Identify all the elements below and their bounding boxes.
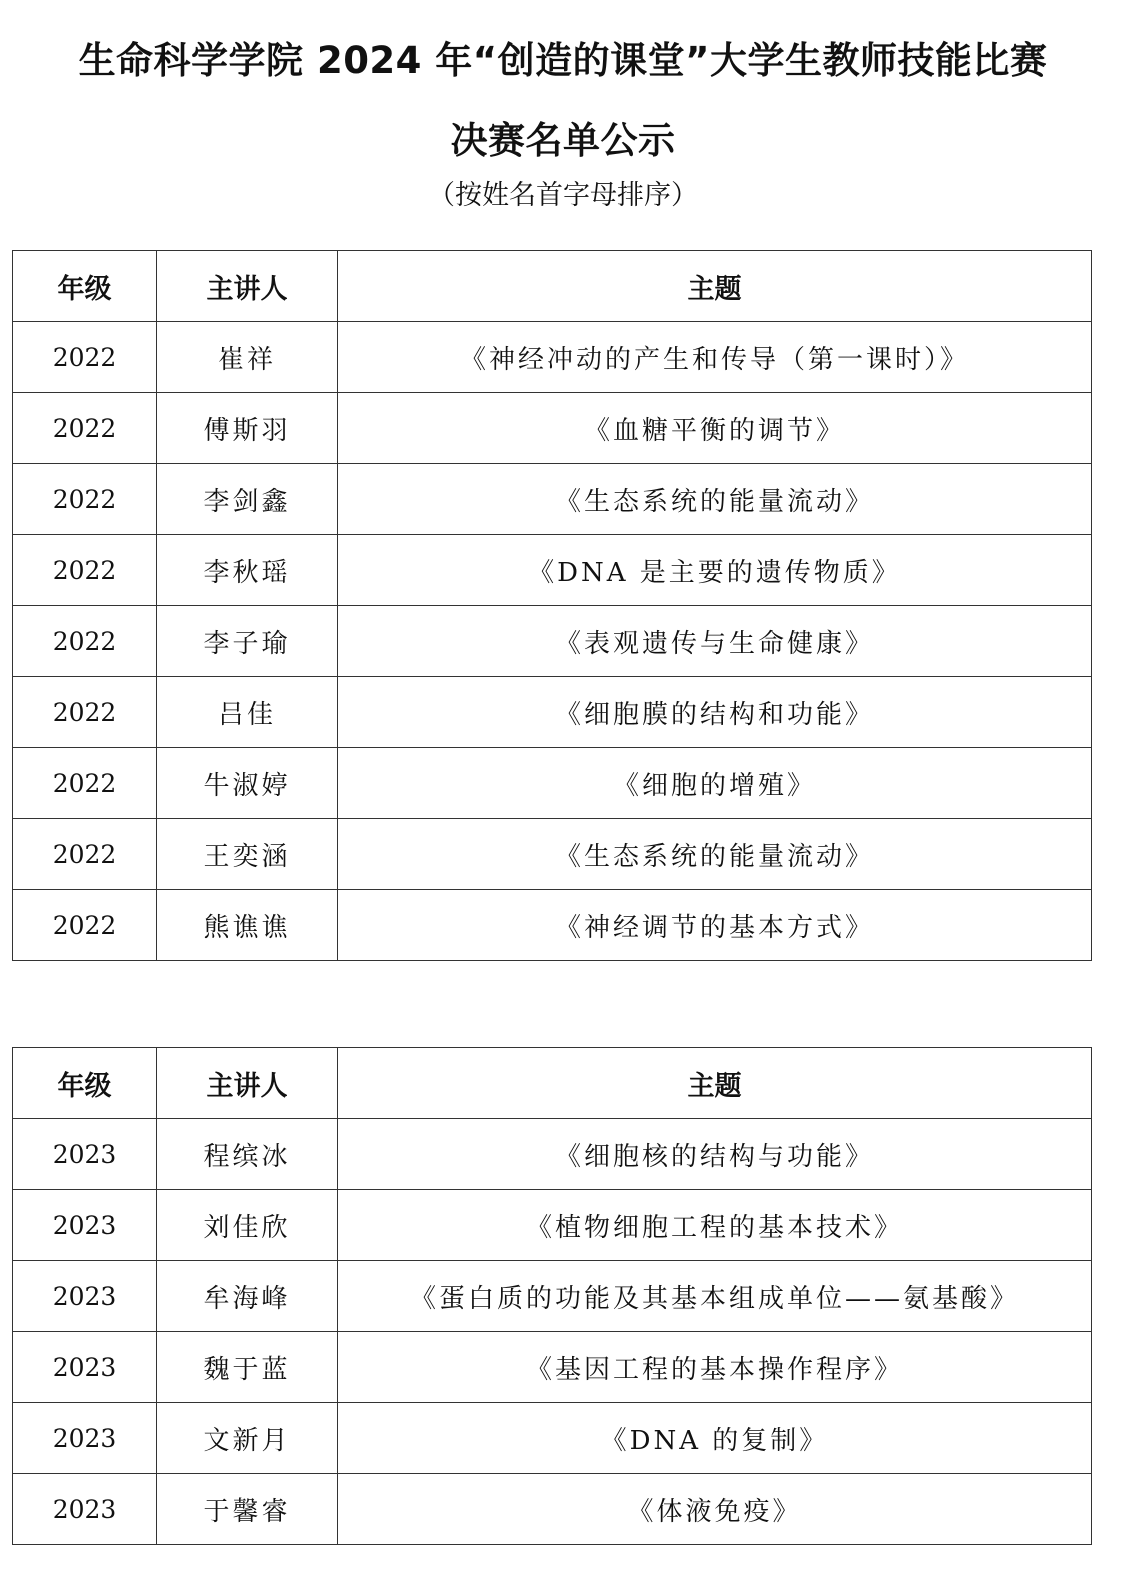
cell-speaker: 于馨睿 <box>157 1474 338 1545</box>
cell-speaker: 李子瑜 <box>157 606 338 677</box>
table-row <box>13 890 1092 961</box>
cell-grade: 2022 <box>13 535 157 606</box>
cell-topic: 《细胞的增殖》 <box>338 748 1092 819</box>
cell-topic: 《基因工程的基本操作程序》 <box>338 1332 1092 1403</box>
cell-speaker: 李剑鑫 <box>157 464 338 535</box>
cell-topic: 《体液免疫》 <box>338 1474 1092 1545</box>
cell-grade: 2023 <box>13 1190 157 1261</box>
cell-speaker: 文新月 <box>157 1403 338 1474</box>
cell-grade: 2022 <box>13 819 157 890</box>
document-title-line2: 决赛名单公示 <box>450 119 676 162</box>
cell-grade: 2023 <box>13 1403 157 1474</box>
table-row <box>13 464 1092 535</box>
table-row <box>13 1190 1092 1261</box>
table-row <box>13 819 1092 890</box>
cell-topic: 《细胞膜的结构和功能》 <box>338 677 1092 748</box>
cell-speaker: 崔祥 <box>157 322 338 393</box>
cell-speaker: 傅斯羽 <box>157 393 338 464</box>
cell-topic: 《生态系统的能量流动》 <box>338 464 1092 535</box>
cell-grade: 2023 <box>13 1474 157 1545</box>
finalist-table-2023 <box>12 1047 1092 1545</box>
cell-grade: 2023 <box>13 1332 157 1403</box>
cell-speaker: 牟海峰 <box>157 1261 338 1332</box>
header-topic: 主题 <box>338 1048 1092 1119</box>
cell-speaker: 刘佳欣 <box>157 1190 338 1261</box>
cell-topic: 《蛋白质的功能及其基本组成单位——氨基酸》 <box>338 1261 1092 1332</box>
cell-grade: 2023 <box>13 1261 157 1332</box>
header-topic: 主题 <box>338 251 1092 322</box>
cell-topic: 《细胞核的结构与功能》 <box>338 1119 1092 1190</box>
finalist-table-2022 <box>12 250 1092 961</box>
table-row <box>13 1119 1092 1190</box>
table-row <box>13 748 1092 819</box>
header-speaker: 主讲人 <box>157 1048 338 1119</box>
cell-topic: 《血糖平衡的调节》 <box>338 393 1092 464</box>
document-subtitle: （按姓名首字母排序） <box>428 180 698 211</box>
table-row <box>13 393 1092 464</box>
header-grade: 年级 <box>13 1048 157 1119</box>
table-row <box>13 677 1092 748</box>
table-row <box>13 1403 1092 1474</box>
cell-grade: 2022 <box>13 606 157 677</box>
cell-grade: 2022 <box>13 748 157 819</box>
table-row <box>13 1261 1092 1332</box>
cell-grade: 2022 <box>13 677 157 748</box>
table-row <box>13 1332 1092 1403</box>
cell-topic: 《DNA 是主要的遗传物质》 <box>338 535 1092 606</box>
header-grade: 年级 <box>13 251 157 322</box>
cell-speaker: 吕佳 <box>157 677 338 748</box>
table-row <box>13 1474 1092 1545</box>
cell-topic: 《DNA 的复制》 <box>338 1403 1092 1474</box>
cell-topic: 《植物细胞工程的基本技术》 <box>338 1190 1092 1261</box>
cell-grade: 2022 <box>13 890 157 961</box>
cell-grade: 2022 <box>13 464 157 535</box>
cell-speaker: 熊谯谯 <box>157 890 338 961</box>
table-row <box>13 322 1092 393</box>
cell-speaker: 牛淑婷 <box>157 748 338 819</box>
table-header-row <box>13 251 1092 322</box>
header-speaker: 主讲人 <box>157 251 338 322</box>
cell-speaker: 李秋瑶 <box>157 535 338 606</box>
cell-topic: 《神经调节的基本方式》 <box>338 890 1092 961</box>
document-title-line1: 生命科学学院 2024 年“创造的课堂”大学生教师技能比赛 <box>78 39 1048 82</box>
cell-speaker: 魏于蓝 <box>157 1332 338 1403</box>
cell-grade: 2022 <box>13 393 157 464</box>
cell-speaker: 王奕涵 <box>157 819 338 890</box>
cell-grade: 2022 <box>13 322 157 393</box>
cell-topic: 《表观遗传与生命健康》 <box>338 606 1092 677</box>
table-header-row <box>13 1048 1092 1119</box>
table-row <box>13 535 1092 606</box>
cell-grade: 2023 <box>13 1119 157 1190</box>
cell-topic: 《生态系统的能量流动》 <box>338 819 1092 890</box>
cell-speaker: 程缤冰 <box>157 1119 338 1190</box>
table-row <box>13 606 1092 677</box>
cell-topic: 《神经冲动的产生和传导（第一课时）》 <box>338 322 1092 393</box>
